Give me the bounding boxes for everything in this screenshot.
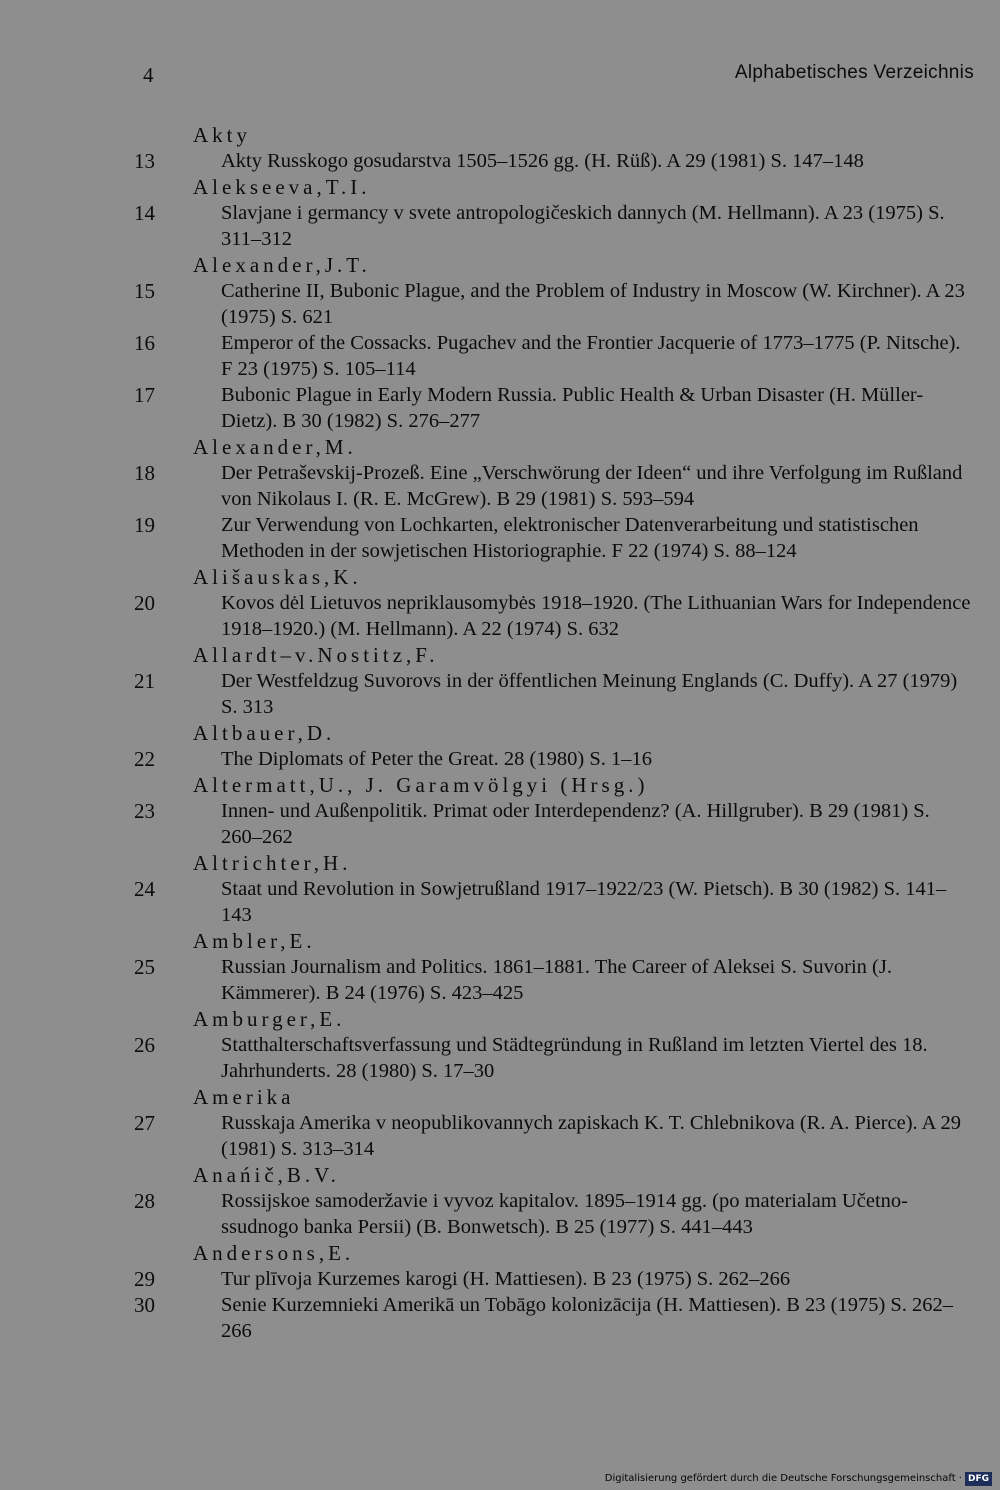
author-group (0, 928, 1000, 1006)
author-heading: Altbauer,D. (193, 721, 336, 745)
entry-number: 23 (134, 799, 155, 823)
author-group (0, 1162, 1000, 1240)
entry-number: 27 (134, 1111, 155, 1135)
bibliography-entry (0, 1188, 1000, 1240)
entry-citation: Akty Russkogo gosudarstva 1505–1526 gg. (H. Rüß). A 29 (1981) S. 147–148 (221, 150, 864, 172)
bibliography-entry (0, 746, 1000, 772)
author-group (0, 850, 1000, 928)
author-heading: Ališauskas,K. (193, 565, 362, 589)
entry-number: 28 (134, 1189, 155, 1213)
entry-citation: Catherine II, Bubonic Plague, and the Problem of Industry in Moscow (W. Kirchner). A 23 (1975) S. 621 (221, 280, 965, 328)
entry-citation: Zur Verwendung von Lochkarten, elektronischer Datenverarbeitung und statistischen Methoden in der sowjetischen Historiographie. F 22 (1974) S. 88–124 (221, 514, 919, 562)
entry-number: 22 (134, 747, 155, 771)
bibliography-entry (0, 1032, 1000, 1084)
bibliography-entry (0, 798, 1000, 850)
entry-citation: Rossijskoe samoderžavie i vyvoz kapitalov. 1895–1914 gg. (po materialam Učetno-ssudnogo banka Persii) (B. Bonwetsch). B 25 (1977) S. 441–443 (221, 1190, 908, 1238)
bibliography-entry (0, 330, 1000, 382)
entry-number: 13 (134, 149, 155, 173)
entry-citation: Bubonic Plague in Early Modern Russia. Public Health & Urban Disaster (H. Müller-Dietz). B 30 (1982) S. 276–277 (221, 384, 924, 432)
entry-number: 30 (134, 1293, 155, 1317)
author-heading: Amburger,E. (193, 1007, 346, 1031)
bibliography-entry (0, 278, 1000, 330)
author-group (0, 772, 1000, 850)
bibliography-entry (0, 590, 1000, 642)
entry-number: 18 (134, 461, 155, 485)
page-number: 4 (143, 63, 154, 87)
author-heading: Andersons,E. (193, 1241, 355, 1265)
entry-citation: Tur plīvoja Kurzemes karogi (H. Mattiesen). B 23 (1975) S. 262–266 (221, 1268, 791, 1290)
bibliography-entry (0, 200, 1000, 252)
entry-number: 19 (134, 513, 155, 537)
bibliography-entry (0, 876, 1000, 928)
author-heading: Alexander,M. (193, 435, 357, 459)
entry-citation: Der Westfeldzug Suvorovs in der öffentlichen Meinung Englands (C. Duffy). A 27 (1979) S. 313 (221, 670, 958, 718)
bibliography-entry (0, 382, 1000, 434)
entry-citation: Russkaja Amerika v neopublikovannych zapiskach K. T. Chlebnikova (R. A. Pierce). A 29 (1981) S. 313–314 (221, 1112, 961, 1160)
author-heading: Akty (193, 123, 251, 147)
bibliography-entry (0, 668, 1000, 720)
bibliography-entry (0, 1110, 1000, 1162)
entry-number: 26 (134, 1033, 155, 1057)
author-group (0, 720, 1000, 772)
author-heading: Amerika (193, 1085, 295, 1109)
bibliography-entry (0, 460, 1000, 512)
entry-citation: Emperor of the Cossacks. Pugachev and the Frontier Jacquerie of 1773–1775 (P. Nitsche). F 23 (1975) S. 105–114 (221, 332, 961, 380)
bibliography-entry (0, 954, 1000, 1006)
entry-number: 16 (134, 331, 155, 355)
author-group (0, 434, 1000, 564)
entry-number: 17 (134, 383, 155, 407)
entry-citation: Senie Kurzemnieki Amerikā un Tobāgo kolonizācija (H. Mattiesen). B 23 (1975) S. 262–266 (221, 1294, 954, 1342)
bibliography-entry (0, 512, 1000, 564)
author-group (0, 1240, 1000, 1344)
author-heading: Altermatt,U., J. Garamvölgyi (Hrsg.) (193, 773, 649, 797)
author-heading: Alekseeva,T.I. (193, 175, 371, 199)
entry-citation: Slavjane i germancy v svete antropologičeskich dannych (M. Hellmann). A 23 (1975) S. 311–312 (221, 202, 945, 250)
bibliography-entry (0, 1266, 1000, 1292)
running-title: Alphabetisches Verzeichnis (734, 62, 974, 83)
entry-citation: Statthalterschaftsverfassung und Städtegründung in Rußland im letzten Viertel des 18. Jahrhunderts. 28 (1980) S. 17–30 (221, 1034, 928, 1082)
author-group (0, 252, 1000, 434)
entry-number: 21 (134, 669, 155, 693)
entry-citation: Innen- und Außenpolitik. Primat oder Interdependenz? (A. Hillgruber). B 29 (1981) S. 260–262 (221, 800, 930, 848)
author-heading: Alexander,J.T. (193, 253, 371, 277)
author-heading: Altrichter,H. (193, 851, 352, 875)
entry-number: 14 (134, 201, 155, 225)
entry-number: 25 (134, 955, 155, 979)
author-heading: Ambler,E. (193, 929, 316, 953)
entry-number: 15 (134, 279, 155, 303)
author-group (0, 174, 1000, 252)
credit-text: Digitalisierung gefördert durch die Deutsche Forschungsgemeinschaft · (604, 1473, 962, 1484)
entry-number: 29 (134, 1267, 155, 1291)
dfg-logo-icon: DFG (965, 1472, 992, 1486)
entry-citation: Kovos dėl Lietuvos nepriklausomybės 1918–1920. (The Lithuanian Wars for Independence 1918–1920.) (M. Hellmann). A 22 (1974) S. 632 (221, 592, 971, 640)
entry-number: 20 (134, 591, 155, 615)
author-group (0, 1084, 1000, 1162)
author-group (0, 122, 1000, 174)
entry-citation: Russian Journalism and Politics. 1861–1881. The Career of Aleksei S. Suvorin (J. Kämmerer). B 24 (1976) S. 423–425 (221, 956, 892, 1004)
entry-citation: The Diplomats of Peter the Great. 28 (1980) S. 1–16 (221, 748, 652, 770)
author-heading: Allardt–v.Nostitz,F. (193, 643, 439, 667)
author-group (0, 564, 1000, 642)
entry-number: 24 (134, 877, 155, 901)
author-group (0, 1006, 1000, 1084)
bibliography-list (0, 122, 1000, 1344)
bibliography-entry (0, 148, 1000, 174)
entry-citation: Der Petraševskij-Prozeß. Eine „Verschwörung der Ideen“ und ihre Verfolgung im Rußland von Nikolaus I. (R. E. McGrew). B 29 (1981) S. 593–594 (221, 462, 963, 510)
bibliography-entry (0, 1292, 1000, 1344)
digitization-credit (605, 1472, 992, 1486)
entry-citation: Staat und Revolution in Sowjetrußland 1917–1922/23 (W. Pietsch). B 30 (1982) S. 141–143 (221, 878, 947, 926)
author-group (0, 642, 1000, 720)
author-heading: Anańič,B.V. (193, 1163, 340, 1187)
